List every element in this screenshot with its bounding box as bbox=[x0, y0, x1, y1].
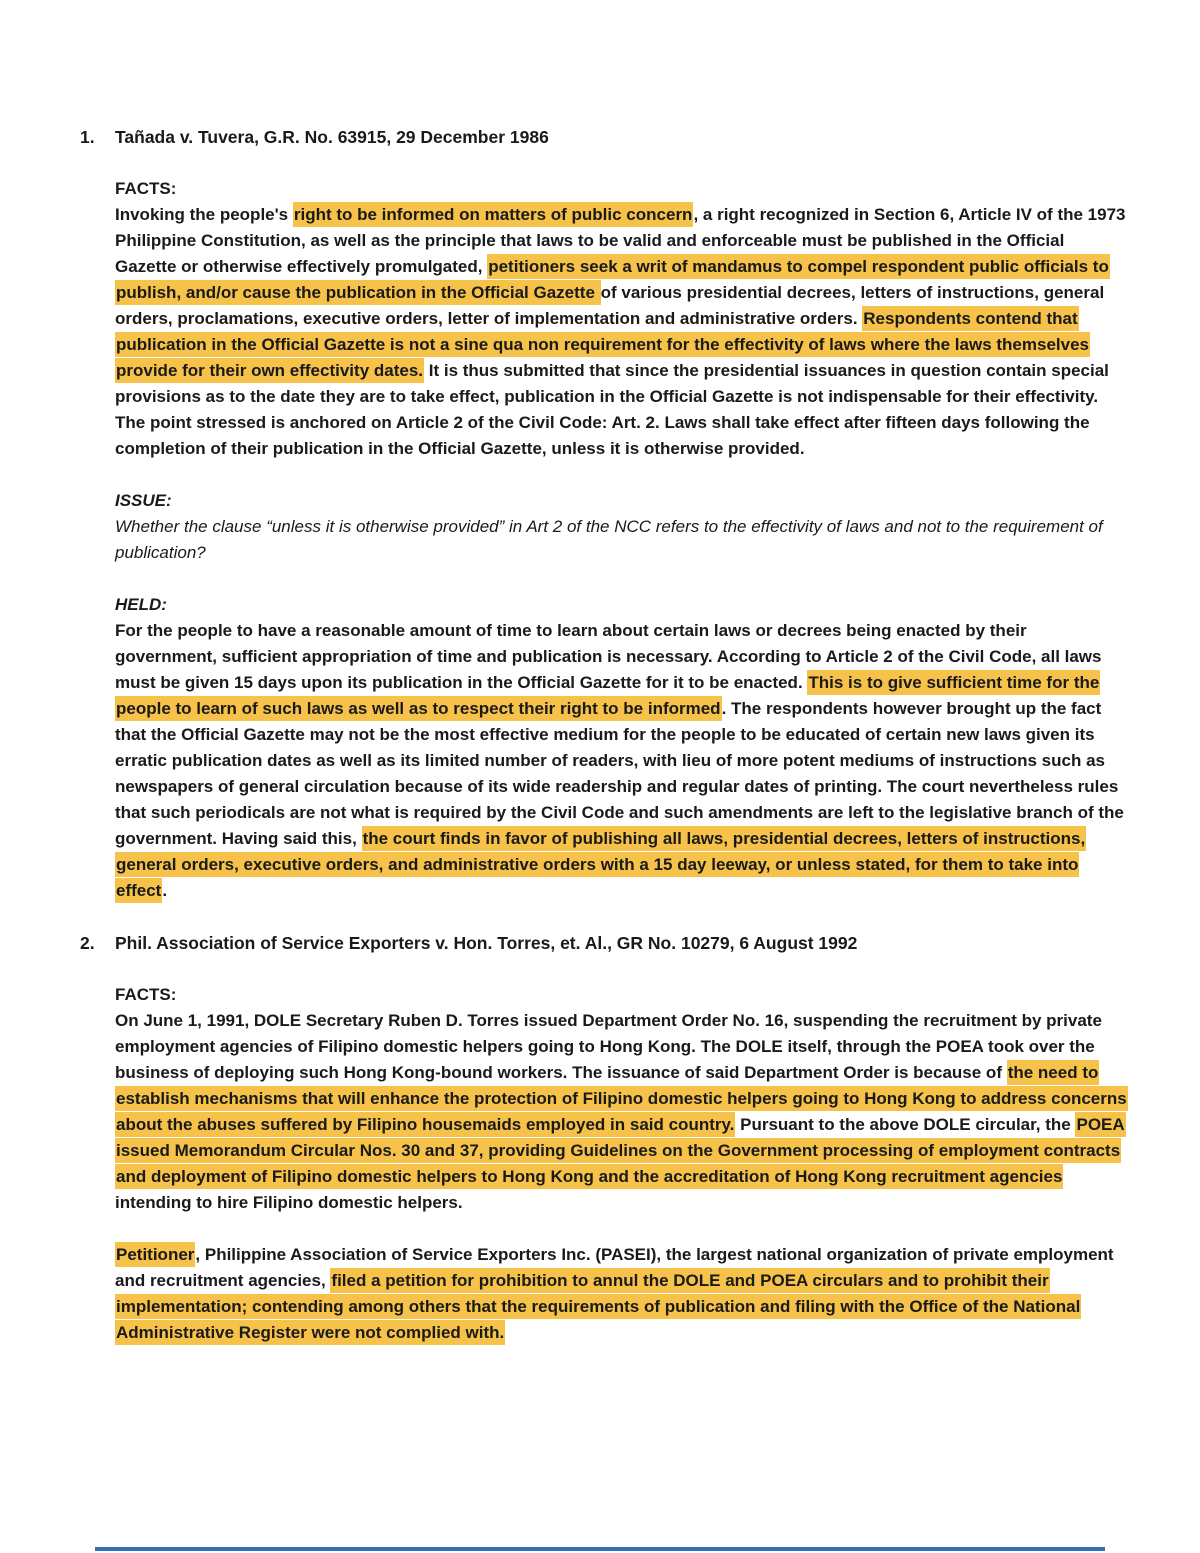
section-paragraph bbox=[115, 1008, 1130, 1216]
section-block bbox=[115, 488, 1130, 566]
highlighted-run: filed a petition for prohibition to annul the DOLE and POEA circulars and to prohibit their implementation; contending among others that the requirements of publication and filing with the Office of the National Administrative Register were not complied with. bbox=[115, 1268, 1081, 1345]
section-paragraph bbox=[115, 1242, 1130, 1346]
case-heading bbox=[80, 930, 1130, 956]
highlighted-run: the need to establish mechanisms that will enhance the protection of Filipino domestic helpers going to Hong Kong to address concerns about the abuses suffered by Filipino housemaids employed in said country. bbox=[115, 1060, 1128, 1137]
section-block bbox=[115, 592, 1130, 904]
section-block bbox=[115, 982, 1130, 1346]
text-run: It is thus submitted that since the presidential issuances in question contain special provisions as to the date they are to take effect, publication in the Official Gazette is not indispensable for their effectivity. The point stressed is anchored on Article 2 of the Civil Code: Art. 2. Laws shall take effect after fifteen days following the completion of their publication in the Official Gazette, unless it is otherwise provided. bbox=[115, 361, 1109, 458]
highlighted-run: This is to give sufficient time for the people to learn of such laws as well as to respect their right to be informed bbox=[115, 670, 1100, 721]
case-item bbox=[80, 930, 1130, 1346]
section-label: HELD: bbox=[115, 595, 167, 614]
case-title: Phil. Association of Service Exporters v. Hon. Torres, et. Al., GR No. 10279, 6 August 1992 bbox=[115, 933, 858, 953]
text-run: Invoking the people's bbox=[115, 205, 293, 224]
case-list bbox=[80, 124, 1130, 1346]
case-number: 2. bbox=[80, 933, 95, 953]
highlighted-run: the court finds in favor of publishing all laws, presidential decrees, letters of instructions, general orders, executive orders, and administrative orders with a 15 day leeway, or unless stated, for them to take into effect bbox=[115, 826, 1086, 903]
section-label: ISSUE: bbox=[115, 491, 172, 510]
page-divider-line bbox=[95, 1547, 1105, 1551]
case-number: 1. bbox=[80, 127, 95, 147]
text-run: Pursuant to the above DOLE circular, the bbox=[735, 1115, 1076, 1134]
text-run: . The respondents however brought up the fact that the Official Gazette may not be the most effective medium for the people to be educated of certain new laws given its erratic publication dates as well as its limited number of readers, with lieu of more potent mediums of instructions such as newspapers of general circulation because of its wide readership and regular dates of printing. The court nevertheless rules that such periodicals are not what is required by the Civil Code and such amendments are left to the legislative branch of the government. Having said this, bbox=[115, 699, 1124, 848]
highlighted-run: Respondents contend that publication in the Official Gazette is not a sine qua non requirement for the effectivity of laws where the laws themselves provide for their own effectivity dates. bbox=[115, 306, 1090, 383]
section-paragraph bbox=[115, 618, 1130, 904]
text-run: , Philippine Association of Service Exporters Inc. (PASEI), the largest national organization of private employment and recruitment agencies, bbox=[115, 1245, 1114, 1290]
case-heading bbox=[80, 124, 1130, 150]
highlighted-run: Petitioner bbox=[115, 1242, 195, 1267]
text-run: , a right recognized in Section 6, Article IV of the 1973 Philippine Constitution, as well as the principle that laws to be valid and enforceable must be published in the Official Gazette or otherwise effectively promulgated, bbox=[115, 205, 1126, 276]
section-paragraph bbox=[115, 202, 1130, 462]
section-block bbox=[115, 176, 1130, 462]
text-run: For the people to have a reasonable amount of time to learn about certain laws or decrees being enacted by their government, sufficient appropriation of time and publication is necessary. According to Article 2 of the Civil Code, all laws must be given 15 days upon its publication in the Official Gazette for it to be enacted. bbox=[115, 621, 1102, 692]
section-label: FACTS: bbox=[115, 985, 177, 1004]
highlighted-run: right to be informed on matters of public concern bbox=[293, 202, 694, 227]
case-title: Tañada v. Tuvera, G.R. No. 63915, 29 December 1986 bbox=[115, 127, 549, 147]
text-run: On June 1, 1991, DOLE Secretary Ruben D. Torres issued Department Order No. 16, suspending the recruitment by private employment agencies of Filipino domestic helpers going to Hong Kong. The DOLE itself, through the POEA took over the business of deploying such Hong Kong-bound workers. The issuance of said Department Order is because of bbox=[115, 1011, 1102, 1082]
text-run: of various presidential decrees, letters of instructions, general orders, proclamations, executive orders, letter of implementation and administrative orders. bbox=[115, 283, 1105, 328]
highlighted-run: petitioners seek a writ of mandamus to compel respondent public officials to publish, and/or cause the publication in the Official Gazette bbox=[115, 254, 1110, 305]
case-item bbox=[80, 124, 1130, 904]
section-label: FACTS: bbox=[115, 179, 177, 198]
text-run: . bbox=[162, 881, 168, 900]
text-run: Whether the clause “unless it is otherwise provided” in Art 2 of the NCC refers to the effectivity of laws and not to the requirement of publication? bbox=[115, 517, 1103, 562]
text-run: intending to hire Filipino domestic helpers. bbox=[115, 1193, 463, 1212]
highlighted-run: POEA issued Memorandum Circular Nos. 30 and 37, providing Guidelines on the Government processing of employment contracts and deployment of Filipino domestic helpers to Hong Kong and the accreditation of Hong Kong recruitment agencies bbox=[115, 1112, 1126, 1189]
section-paragraph bbox=[115, 514, 1130, 566]
